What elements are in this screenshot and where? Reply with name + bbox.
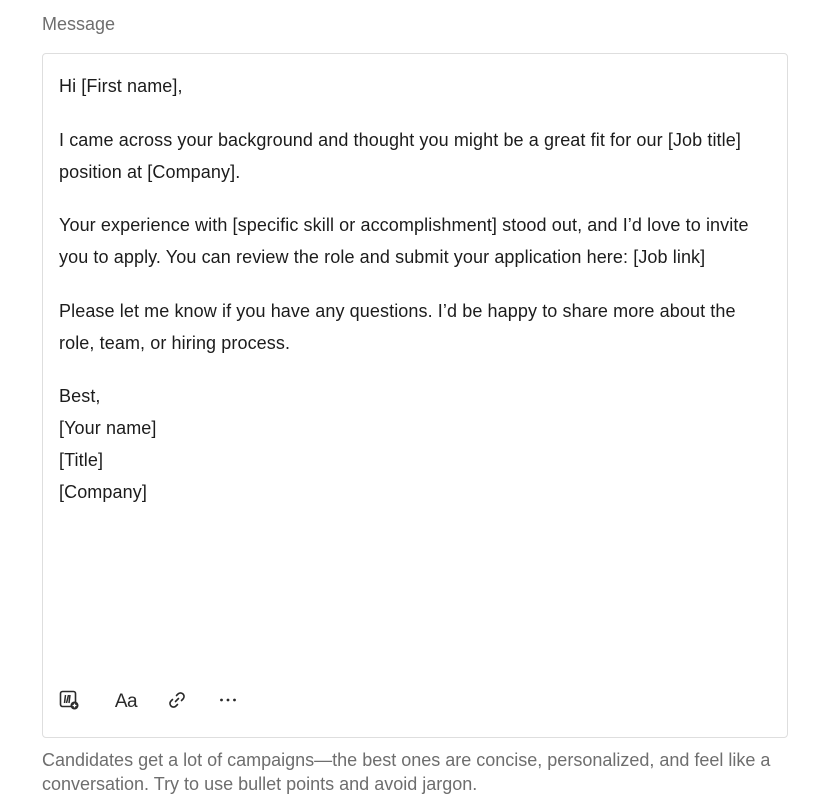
message-paragraph: Please let me know if you have any questions. I’d be happy to share more about the role, team, or hiring process. xyxy=(59,300,736,353)
message-label: Message xyxy=(42,14,116,34)
more-options-icon xyxy=(218,690,238,715)
message-paragraph: Best, xyxy=(59,386,101,406)
message-paragraph: Your experience with [specific skill or accomplishment] stood out, and I’d love to invite you to apply. You can review the role and submit your application here: [Job link] xyxy=(59,215,749,267)
message-paragraph xyxy=(59,188,771,210)
insert-link-button[interactable] xyxy=(159,686,195,718)
message-paragraph: [Title] xyxy=(59,450,104,470)
message-paragraph xyxy=(59,359,771,381)
editor-toolbar xyxy=(59,686,261,718)
link-icon xyxy=(167,690,187,715)
message-paragraph xyxy=(59,273,771,295)
more-options-button[interactable] xyxy=(210,686,246,718)
personalization-variable-icon xyxy=(59,690,79,715)
message-paragraph: [Company] xyxy=(59,482,147,502)
text-format-icon: Aa xyxy=(114,691,138,712)
message-paragraph: [Your name] xyxy=(59,418,157,438)
message-paragraph: I came across your background and thought you might be a great fit for our [Job title] position at [Company]. xyxy=(59,129,741,182)
text-format-button[interactable] xyxy=(108,686,144,718)
personalization-variable-button[interactable] xyxy=(59,686,89,718)
message-body[interactable] xyxy=(59,70,771,508)
message-editor[interactable] xyxy=(42,53,788,738)
helper-text: Candidates get a lot of campaigns—the best ones are concise, personalized, and feel like a conversation. Try to use bullet points and avoid jargon. xyxy=(42,750,771,794)
message-paragraph xyxy=(59,102,771,124)
message-paragraph: Hi [First name], xyxy=(59,76,183,96)
message-field xyxy=(42,12,788,738)
